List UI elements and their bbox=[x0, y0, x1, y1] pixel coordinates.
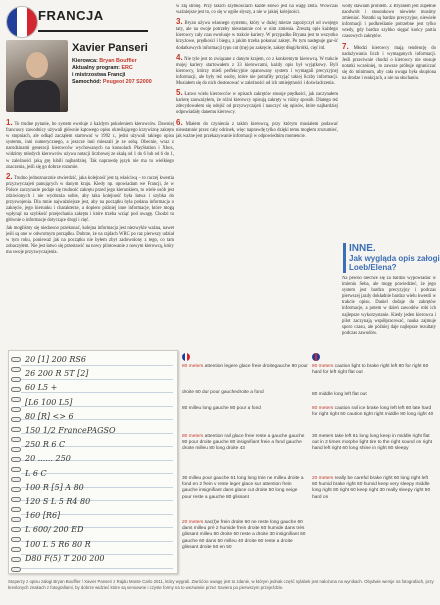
handwritten-note: L 6 C bbox=[25, 468, 47, 478]
uk-flag-icon bbox=[312, 353, 320, 361]
handwritten-note: D80 F(5) T 200 200 bbox=[25, 553, 105, 563]
spiral-ring bbox=[11, 467, 21, 472]
spiral-ring bbox=[11, 417, 21, 422]
profile-line: Kierowca: Bryan Bouffier bbox=[72, 58, 137, 64]
section-rule bbox=[343, 243, 346, 273]
pacenote-entry: 80 meters caution rail ice brake long left left 60 late hard for right right 60 caution tight right middle 80 long right 40 bbox=[312, 406, 434, 418]
handwritten-note: 20 ...... 250 bbox=[25, 454, 71, 464]
spiral-ring bbox=[11, 407, 21, 412]
ruled-line bbox=[21, 568, 173, 569]
article-paragraph: 4. Nie tyle jest to związane z danym krajem, co z konkretnym kierowcą. W trakcie mojej kariery startowałem z 33 kierowcami, każdy opis był wyjątkowy. Byli kierowcy, którzy mieli perfekcyjnie opanowany system i wymagali precyzyjnej informacji, ale były też osoby, które nie potrafiły przyjąć takiej liczby informacji. Musiałem się do nich dostosować w zależności od ich umiejętności i doświadczenia. bbox=[176, 52, 338, 87]
ruled-line bbox=[21, 365, 173, 366]
spiral-ring bbox=[11, 517, 21, 522]
spiral-ring bbox=[11, 457, 21, 462]
article-paragraph: wody stawiam problem. Z Bryanem jest zupełnie naodwrót i stosunkowo niewiele musimy zmieniać. Notatki są bardzo precyzyjne, niewiele informacji i podkreślanie potrzebne jest tylko wtedy, gdy bardzo szybko sięgać końcy partia czasowych zakrętów. bbox=[342, 4, 436, 40]
france-flag-icon bbox=[182, 353, 190, 361]
handwritten-note: 20 [1] 200 RS6 bbox=[25, 355, 87, 364]
handwritten-note: L 600/ 200 ED bbox=[25, 525, 84, 535]
inne-text: Na pewno niechce się za bardzo wypowiadać w imieniu Seba, ale mogę powiedzieć, że jego system jest bardzo precyzyjny i podczas pierwszej jazdy dokładnie bardzo wielu kwestii w trakcie opisu. Daniel dodaje do zakrętów informacje, a potem w dzień zawodów robi ich najlepsze wykorzystanie. Kiedy jeden kierowca i pilot zaczynają współpracować, nauka zajmuje sporo czasu, ale później daje najlepsze rezultaty podczas zawodów. bbox=[342, 276, 436, 336]
article-column-2 bbox=[176, 4, 338, 344]
handwritten-note: 100 L 5 R6 80 R bbox=[25, 539, 91, 549]
article-column-1 bbox=[6, 118, 174, 346]
spiral-ring bbox=[11, 527, 21, 532]
spiral-ring bbox=[11, 477, 21, 482]
distance-label: 80 meters bbox=[182, 364, 204, 369]
inne-heading: INNE. bbox=[349, 243, 376, 254]
pacenote-entry: 80 milleu long gauche 80 pour a fond bbox=[182, 406, 261, 411]
article-paragraph: 2. Trudno jednoznacznie stwierdzić, jaka kolejność jest tą właściwą – to raczej kwestia przyzwyczajeń panujących w danym kraju. Kiedy np. opowiadam we Francji, że w Polsce zaczynacie podaje się trudność zakrętu przed jego kierunkiem, to wiele osób jest zdziwionych i nie wyobraża sobie, aby taka kolejność była łatwa i szybka do przyswojenia. Dla mnie najważniejsze jest, aby na początku była podana informacja o zakręcie, jego kierunku i charakterze, a dopiero później inne informacje, które mogą wpłynąć na szybkość przejechania zakrętu i które trzeba wziąć pod uwagę. Chodzi tu głównie o informacje dotyczące drogi i cięć. bbox=[6, 171, 174, 224]
distance-label: 20 meters bbox=[182, 520, 204, 525]
photo-caption: Stoperzy z opisu załogi Bryan Bouffier / Xavier Panseri z Rajdu Monte Carlo 2011, który wygrali. Zwróćcie uwagę jest to zdanie, w którym jednak część sylabek jest nałożona na wynikach. Obydwie wersje na fotografach, przy kreslonych znakach z fotografiami, by dobrze widzieć które są sensowne i czyste formy na to wezwanie przez Xaviera po pierwszym przejeździe. bbox=[8, 579, 434, 590]
pacenote-entry: 80 middle long left flat out bbox=[312, 392, 367, 397]
handwritten-note: 150 1/2 FrancePAGSO bbox=[25, 426, 116, 435]
spiral-ring bbox=[11, 357, 21, 362]
country-title: FRANCJA bbox=[38, 8, 148, 32]
codriver-name: Xavier Panseri bbox=[72, 42, 148, 54]
handwritten-note: [L6 100 L5] bbox=[25, 397, 73, 407]
spiral-ring bbox=[11, 447, 21, 452]
pacenote-entry: 80 meters caution light to brake right left 80 for right 60 hard for left right flat out bbox=[312, 364, 429, 376]
pacenote-entry: 30 milleu pour gauche 61 long long tnie ne milleu droite a fond en 2 frein v reste leger glace sur attention frein gauche insignifiant dans glace cut droite 50 long neige pour reste a gauche 80 glissant bbox=[182, 476, 304, 500]
inne-subheading: Jak wygląda opis załogi Loeb/Elena? bbox=[349, 254, 440, 272]
france-flag-icon bbox=[6, 6, 38, 38]
pacenote-entry: 80 meters attention rail glace freie reste a gauche gauche 80 pour droite gauche 80 insignifiant freie a fond gauche droite milleu 80 long droite 43 bbox=[182, 434, 305, 452]
pacenote-entry: 30 meters take left 61 long long keep in middle right flat out in 2 times morphe light tire to the right sound on right hand left right 60 long shine in right 80 sleepy bbox=[312, 434, 432, 452]
spiral-ring bbox=[11, 387, 21, 392]
spiral-ring bbox=[11, 537, 21, 542]
article-paragraph: 7. Młodzi kierowcy mają tendencję do nadużywania liczb i wymaganych informacji. Jeśli przeciwnie chodzi o kierowcy nie stosuje notatki wcześniej, to zawsze próbuje ograniczać się do minimum, aby cała uwaga była skupiona na drodze i reakcjach, a nie na słuchaniu. bbox=[342, 41, 436, 82]
spiral-ring bbox=[11, 397, 21, 402]
handwritten-note: 26 200 R 5T [2] bbox=[25, 369, 89, 379]
handwritten-note: 120 S L 5 R4 80 bbox=[25, 497, 91, 506]
profile-line: Aktualny program: ERC bbox=[72, 65, 133, 71]
pacenote-entry: 20 meters sac(t)e frein droite 60 ne reste long gauche 60 dans milleu pré 2 humide frein droite 60 humide dans très glissant milleu 80 droite 60 reste a droite 30 insignifiant 50 gauche 60 dans 50 milleu 40 droite 60 reste a droite glissant droite 50 en 50 bbox=[182, 520, 306, 550]
article-paragraph: Jak mogliśmy się niedawno przekonać, kolejna informacja jest niezwykle ważna, nawet jeśli są one w odwrotnym porządku. Dobrze, że na rajdach WRC po raz pierwszy udział w tym roku, ponieważ jak na początku nie byłem zbyt zadowolony z tego, co tam zobaczyłem. Nie jest łatwo się przestawić na nowy pilotowanie z nowym kierowcą, który ma swoje przyzwyczajenia. bbox=[6, 225, 174, 255]
article-column-3 bbox=[342, 4, 436, 240]
article-paragraph: w złą stronę. Przy takich szybkościach każde słowo jest na wagę złota. Wówczas ważniejsze jest to, co się w ogóle słyszy, a nie w jakiej kolejności. bbox=[176, 4, 338, 16]
article-paragraph: 3. Bryan używa własnego systemu, który w dużej mierze zapożyczył od swojego taty, ale na swoje potrzeby nieustannie coś w nim zmienia. Zresztą opis każdego kierowcy cały czas ewoluuje w trakcie kariery. W przypadku Bryana jest to wszystko krzyżowe, prędkości i biegu, z jakim trzeba pokonać zakręt. Po tym następuje gar-ść dodatkowych informacji typu cut (tnę) po zakręcie, zakręt długi/krótki, cięć itd. bbox=[176, 17, 338, 51]
profile-line: i mistrzostwa Francji bbox=[72, 72, 126, 78]
handwritten-note: 80 [R] <> 6 bbox=[25, 411, 74, 421]
pacenote-entry: 80 meters attention legere glace freie droitegauche 80 pour bbox=[182, 364, 308, 369]
spiral-ring bbox=[11, 437, 21, 442]
ruled-line bbox=[21, 379, 173, 380]
spiral-ring bbox=[11, 487, 21, 492]
distance-label: 20 meters bbox=[312, 476, 334, 481]
spiral-ring bbox=[11, 427, 21, 432]
article-paragraph: 1. To trudne pytanie, bo system ewoluje z każdym pokoleniem kierowców. Dawniej francuscy zawodnicy używali głównie kątowego opisu określającego krzywiznę zakrętu w stopniach, ale odkąd zacząłem startować w 1992 r., jedni używali takiego opisu systemu, inni numerycznego, a jeszcze inni mieszali je ze sobą. Obecnie, wraz z narodzinami generacji kierowców wychowanych na konsolach PlayStation i Xbox, widzimy młodych kierowców używa notacji liczbowej ze skalą od 1 do 6 lub od 6 do 1, w zależności jaką grę lubili najbardziej. Tak naprawdę język nie ma tu wielkiego znaczenia, jeśli się go dobrze rozumie. bbox=[6, 118, 174, 170]
spiral-ring bbox=[11, 567, 21, 572]
profile-line: Samochód: Peugeot 207 S2000 bbox=[72, 79, 152, 85]
handwritten-note: 100 R [5] A 80 bbox=[25, 482, 84, 492]
article-paragraph: 6. Miałem do czynienia z takim kierowcą, przy którym musiałem podawać nieustannie przez cały odcinek, więc naprawdę tylko dzięki temu mogłem zrozumieć, jak ważne jest przekazywanie informacji w odpowiednim momencie. bbox=[176, 117, 338, 139]
pacenote-entry: 20 meters really be careful brake right 60 long right left 60 humid brake right 60 humid keep very sleepy middle long right 80 right 60 keep right 30 really sleepy right 50 hard on bbox=[312, 476, 431, 500]
spiral-ring bbox=[11, 547, 21, 552]
spiral-ring bbox=[11, 367, 21, 372]
spiral-ring bbox=[11, 557, 21, 562]
spiral-ring bbox=[11, 497, 21, 502]
driver-photo bbox=[6, 40, 68, 112]
handwritten-note: 250 R 6 C bbox=[25, 440, 66, 450]
spiral-ring bbox=[11, 377, 21, 382]
distance-label: 80 meters bbox=[182, 434, 204, 439]
spiral-ring bbox=[11, 507, 21, 512]
distance-label: 80 meters bbox=[312, 364, 334, 369]
pacenote-entry: droite 60 dur pour gauchedroite a fond bbox=[182, 390, 264, 395]
distance-label: 80 meters bbox=[312, 406, 334, 411]
handwritten-note: 160 [R6] bbox=[25, 511, 61, 521]
handwritten-note: 60 L5 + bbox=[25, 383, 58, 393]
article-paragraph: 5. Łatwo wielu kierowców w opisach zakrętów stosuje prędkości, jak zaczynałem karierę zauważyłem, że różni kierowcy opisują zakręty w różny sposób. Dlatego też zdecydowałem się odejść od przyzwyczajeń i nauczyć się opisów, które najbardziej odpowiadały danemu kierowcy. bbox=[176, 88, 338, 116]
pacenote-notebook bbox=[8, 350, 178, 574]
